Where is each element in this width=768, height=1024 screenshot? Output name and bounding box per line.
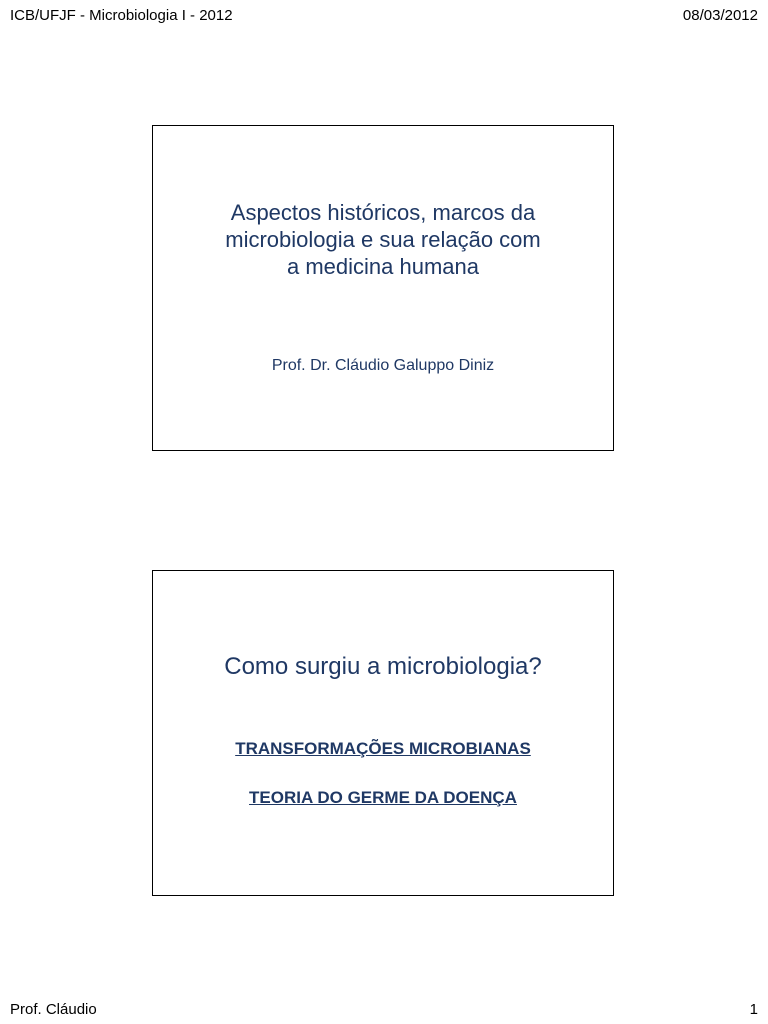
slide-2-title: Como surgiu a microbiologia? [224,653,542,680]
page-footer [10,999,758,1019]
slide-1-title-line: Aspectos históricos, marcos da [230,200,536,225]
slide-1 [152,125,614,451]
slide-2-topic: TEORIA DO GERME DA DOENÇA [249,788,517,807]
slide-2-topic: TRANSFORMAÇÕES MICROBIANAS [235,739,531,758]
slide-1-author: Prof. Dr. Cláudio Galuppo Diniz [271,357,495,374]
footer-author: Prof. Cláudio [10,1000,97,1018]
slide-1-title-line: microbiologia e sua relação com [225,227,541,252]
page-header [10,5,758,25]
slide-1-title [153,199,613,280]
course-title: ICB/UFJF - Microbiologia I - 2012 [10,6,233,24]
page-number: 1 [749,1000,758,1018]
slide-1-title-line: a medicina humana [286,254,479,279]
slide-2 [152,570,614,896]
page-date: 08/03/2012 [682,6,758,24]
